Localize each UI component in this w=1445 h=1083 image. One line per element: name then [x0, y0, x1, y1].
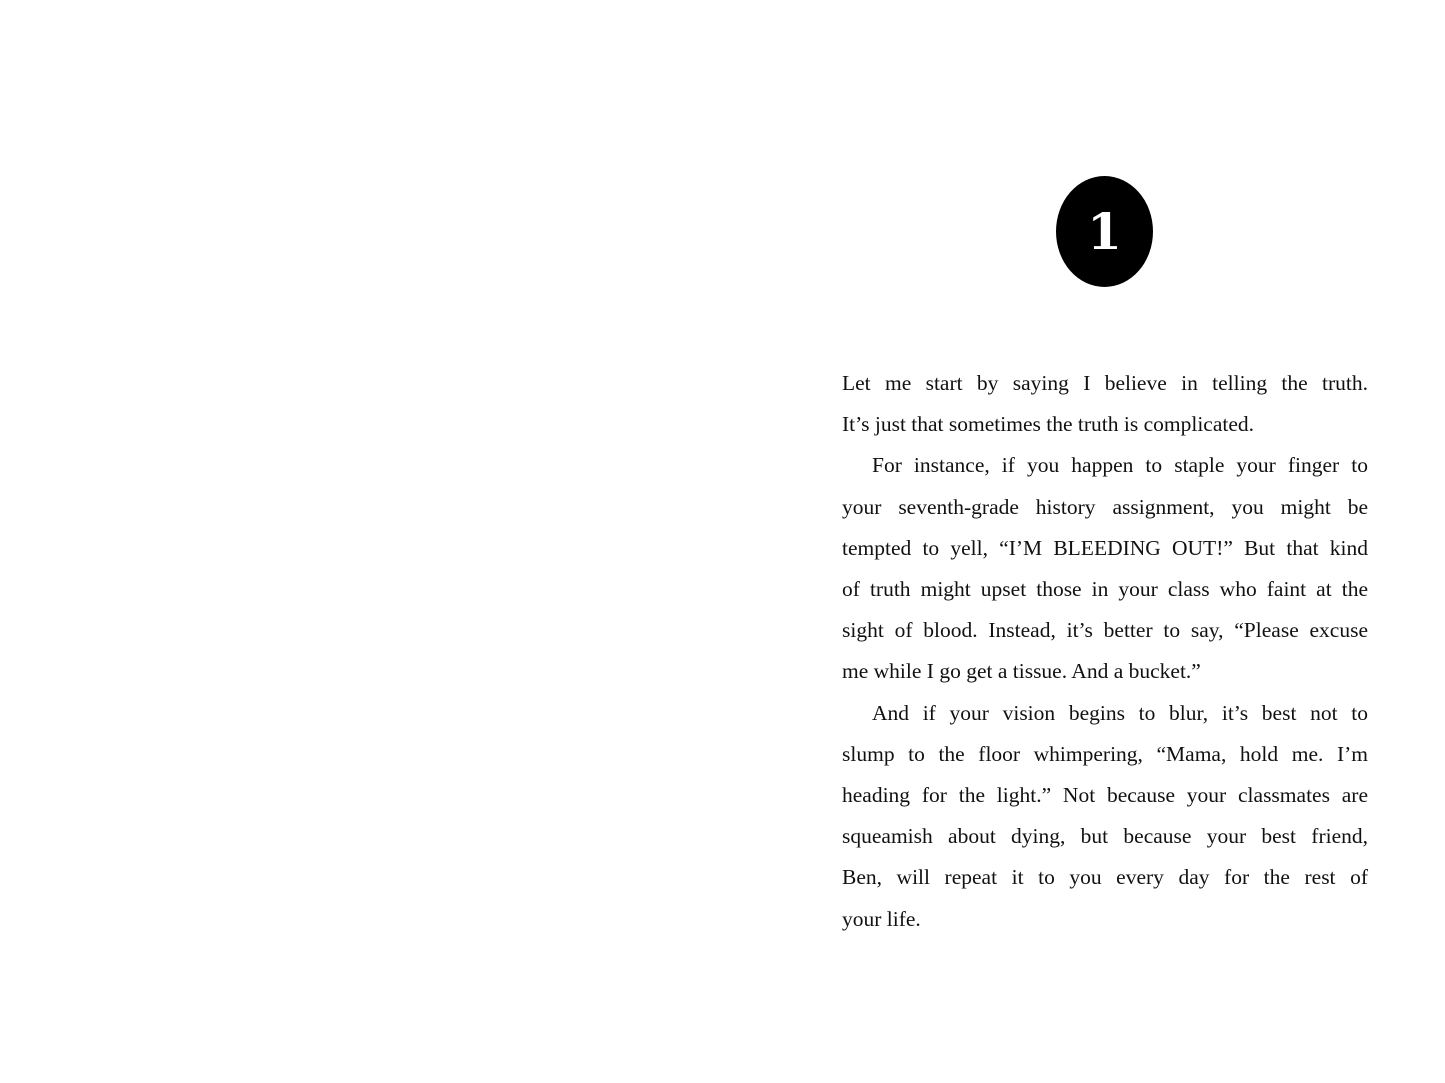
text-line: It’s just that sometimes the truth is complicated.	[842, 412, 1255, 437]
chapter-number-badge	[1056, 176, 1153, 287]
chapter-number: 1	[1087, 201, 1122, 261]
text-line: sight of blood. Instead, it’s better to say, “Please excuse	[842, 618, 1368, 643]
text-line: heading for the light.” Not because your classmates are	[842, 783, 1368, 808]
right-page	[722, 0, 1445, 1083]
text-line: Let me start by saying I believe in telling the truth.	[842, 371, 1368, 395]
text-line: Ben, will repeat it to you every day for the rest of	[842, 865, 1368, 890]
text-line: tempted to yell, “I’M BLEEDING OUT!” But that kind	[842, 535, 1368, 560]
text-line: of truth might upset those in your class who faint at the	[842, 577, 1368, 602]
text-line: me while I go get a tissue. And a bucket.”	[842, 659, 1201, 684]
chapter-body-text	[842, 363, 1368, 940]
text-line: slump to the floor whimpering, “Mama, hold me. I’m	[842, 741, 1368, 766]
paragraph-1	[842, 363, 1368, 445]
text-line: And if your vision begins to blur, it’s best not to	[872, 700, 1368, 725]
paragraph-2	[842, 445, 1368, 692]
paragraph-3	[842, 693, 1368, 940]
text-line: squeamish about dying, but because your best friend,	[842, 824, 1368, 849]
text-line: your life.	[842, 906, 921, 931]
text-line: your seventh-grade history assignment, you might be	[842, 494, 1368, 519]
left-page-blank	[0, 0, 722, 1083]
text-line: For instance, if you happen to staple your finger to	[872, 453, 1368, 478]
